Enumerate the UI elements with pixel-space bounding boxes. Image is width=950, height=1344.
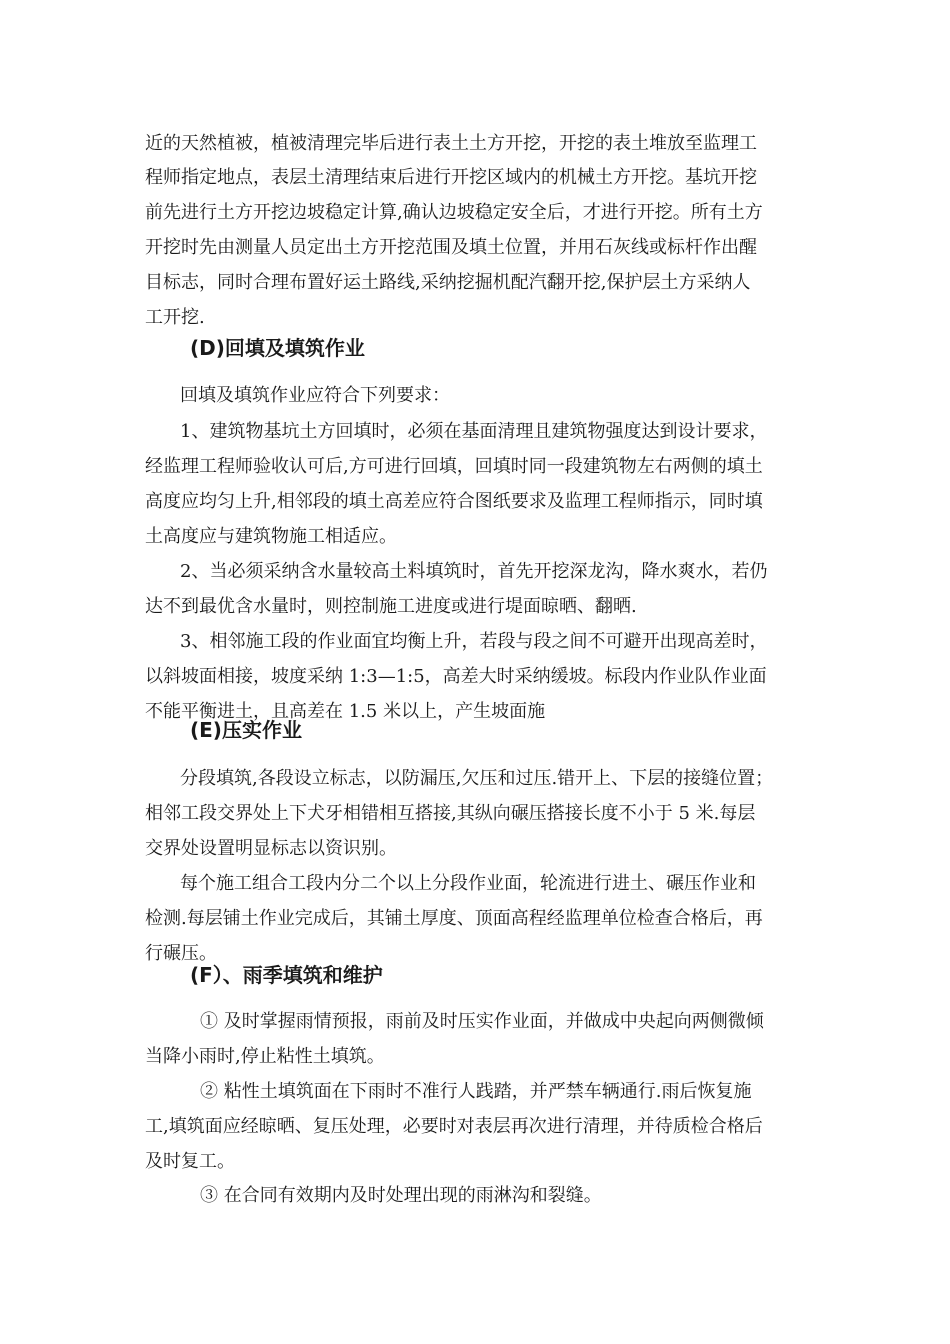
- paragraph-line: 2、当必须采纳含水量较高土料填筑时，首先开挖深龙沟，降水爽水，若仍: [180, 561, 768, 582]
- paragraph-line: 3、相邻施工段的作业面宜均衡上升，若段与段之间不可避开出现高差时，: [180, 631, 768, 652]
- paragraph-line: 经监理工程师验收认可后,方可进行回填，回填时同一段建筑物左右两侧的填土: [145, 456, 763, 477]
- paragraph-line: 近的天然植被，植被清理完毕后进行表土土方开挖，开挖的表土堆放至监理工: [145, 133, 757, 154]
- section-heading-f: (F）、雨季填筑和维护: [190, 963, 383, 987]
- paragraph-line: 每个施工组合工段内分二个以上分段作业面，轮流进行进土、碾压作业和: [180, 873, 756, 894]
- paragraph-line: 土高度应与建筑物施工相适应。: [145, 526, 397, 547]
- paragraph-line: 工开挖.: [145, 307, 205, 328]
- paragraph-line: 开挖时先由测量人员定出土方开挖范围及填土位置，并用石灰线或标杆作出醒: [145, 237, 757, 258]
- paragraph-line: 交界处设置明显标志以资识别。: [145, 838, 397, 859]
- paragraph-line: ③ 在合同有效期内及时处理出现的雨淋沟和裂缝。: [200, 1185, 602, 1206]
- paragraph-line: 工,填筑面应经晾晒、复压处理，必要时对表层再次进行清理，并待质检合格后: [145, 1116, 763, 1137]
- section-heading-e: (E)压实作业: [190, 718, 302, 742]
- paragraph-line: 不能平衡进土，且高差在 1.5 米以上，产生坡面施: [145, 701, 546, 722]
- paragraph-line: ① 及时掌握雨情预报，雨前及时压实作业面，并做成中央起向两侧微倾: [200, 1011, 764, 1032]
- section-heading-d: (D)回填及填筑作业: [190, 336, 365, 360]
- paragraph-line: 及时复工。: [145, 1151, 235, 1172]
- paragraph-line: ② 粘性土填筑面在下雨时不准行人践踏，并严禁车辆通行.雨后恢复施: [200, 1081, 752, 1102]
- paragraph-line: 程师指定地点，表层土清理结束后进行开挖区域内的机械土方开挖。基坑开挖: [145, 167, 757, 188]
- paragraph-line: 目标志，同时合理布置好运土路线,采纳挖掘机配汽翻开挖,保护层土方采纳人: [145, 272, 751, 293]
- paragraph-line: 检测.每层铺土作业完成后，其铺土厚度、顶面高程经监理单位检查合格后，再: [145, 908, 763, 929]
- paragraph-line: 以斜坡面相接，坡度采纳 1:3—1:5，高差大时采纳缓坡。标段内作业队作业面: [145, 666, 767, 687]
- paragraph-line: 分段填筑,各段设立标志，以防漏压,欠压和过压.错开上、下层的接缝位置；: [180, 768, 774, 789]
- paragraph-line: 当降小雨时,停止粘性土填筑。: [145, 1046, 385, 1067]
- paragraph-line: 回填及填筑作业应符合下列要求：: [180, 385, 450, 406]
- paragraph-line: 1、建筑物基坑土方回填时，必须在基面清理且建筑物强度达到设计要求，: [180, 421, 768, 442]
- paragraph-line: 达不到最优含水量时，则控制施工进度或进行堤面晾晒、翻晒.: [145, 596, 637, 617]
- paragraph-line: 高度应均匀上升,相邻段的填土高差应符合图纸要求及监理工程师指示，同时填: [145, 491, 763, 512]
- paragraph-line: 前先进行土方开挖边坡稳定计算,确认边坡稳定安全后，才进行开挖。所有土方: [145, 202, 763, 223]
- paragraph-line: 相邻工段交界处上下犬牙相错相互搭接,其纵向碾压搭接长度不小于 5 米.每层: [145, 803, 756, 824]
- paragraph-line: 行碾压。: [145, 943, 217, 964]
